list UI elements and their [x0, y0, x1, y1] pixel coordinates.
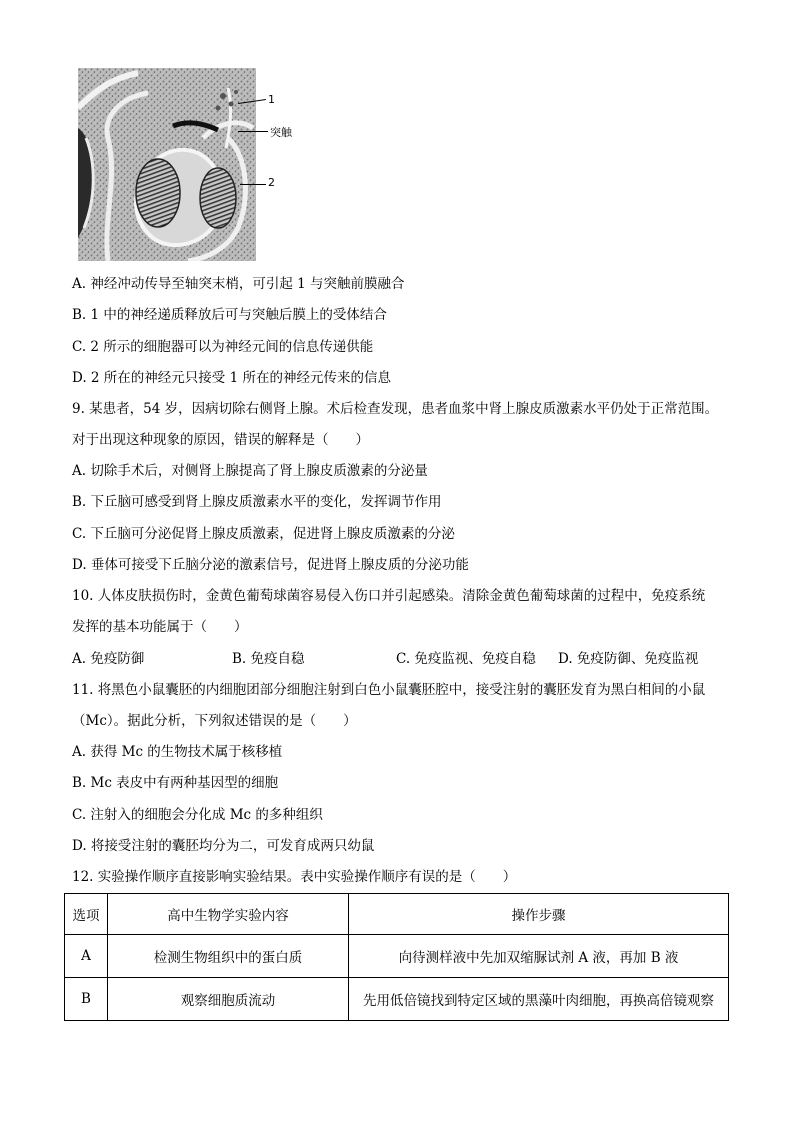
synapse-micrograph-icon [78, 68, 256, 261]
q10-option-c: C. 免疫监视、免疫自稳 [396, 651, 536, 667]
synapse-leader [238, 131, 268, 132]
q10-option-b: B. 免疫自稳 [232, 651, 305, 667]
q11-stem-line2: （Mc）。据此分析，下列叙述错误的是（ ） [72, 713, 357, 729]
experiment-steps-table [64, 893, 729, 1021]
figure-label-1: 1 [268, 93, 275, 106]
q9-stem-line1: 9. 某患者，54 岁，因病切除右侧肾上腺。术后检查发现，患者血浆中肾上腺皮质激素水平仍处于正常范围。 [72, 401, 719, 417]
q10-option-a: A. 免疫防御 [72, 651, 145, 667]
q9-option-a: A. 切除手术后，对侧肾上腺提高了肾上腺皮质激素的分泌量 [72, 463, 428, 479]
q8-option-d: D. 2 所在的神经元只接受 1 所在的神经元传来的信息 [72, 370, 391, 386]
q8-option-a: A. 神经冲动传导至轴突末梢，可引起 1 与突触前膜融合 [72, 276, 405, 292]
q11-stem-line1: 11. 将黑色小鼠囊胚的内细胞团部分细胞注射到白色小鼠囊胚腔中，接受注射的囊胚发育为黑白相间的小鼠 [72, 682, 706, 698]
q10-stem-line2: 发挥的基本功能属于（ ） [72, 619, 248, 635]
synapse-micrograph [78, 68, 256, 261]
q11-option-c: C. 注射入的细胞会分化成 Mc 的多种组织 [72, 807, 323, 823]
q11-option-b: B. Mc 表皮中有两种基因型的细胞 [72, 775, 279, 791]
table-cell-steps: 先用低倍镜找到特定区域的黑藻叶肉细胞，再换高倍镜观察 [349, 978, 729, 1021]
table-header-steps: 操作步骤 [349, 894, 729, 935]
q12-stem: 12. 实验操作顺序直接影响实验结果。表中实验操作顺序有误的是（ ） [72, 869, 517, 885]
q11-option-d: D. 将接受注射的囊胚均分为二，可发育成两只幼鼠 [72, 838, 375, 854]
q9-option-d: D. 垂体可接受下丘脑分泌的激素信号，促进肾上腺皮质的分泌功能 [72, 557, 469, 573]
table-cell-content: 检测生物组织中的蛋白质 [108, 935, 349, 978]
q8-option-c: C. 2 所示的细胞器可以为神经元间的信息传递供能 [72, 339, 374, 355]
q9-option-b: B. 下丘脑可感受到肾上腺皮质激素水平的变化，发挥调节作用 [72, 494, 442, 510]
q10-stem-line1: 10. 人体皮肤损伤时，金黄色葡萄球菌容易侵入伤口并引起感染。清除金黄色葡萄球菌的过程中，免疫系统 [72, 588, 706, 604]
table-row [65, 978, 729, 1021]
q10-option-d: D. 免疫防御、免疫监视 [558, 651, 699, 667]
label-2-leader [240, 184, 266, 185]
figure-label-synapse: 突触 [270, 126, 292, 139]
q9-stem-line2: 对于出现这种现象的原因，错误的解释是（ ） [72, 432, 369, 448]
table-cell-steps: 向待测样液中先加双缩脲试剂 A 液，再加 B 液 [349, 935, 729, 978]
table-row [65, 935, 729, 978]
table-cell-content: 观察细胞质流动 [108, 978, 349, 1021]
figure-label-2: 2 [268, 176, 275, 189]
table-cell-option: A [65, 935, 108, 978]
q9-option-c: C. 下丘脑可分泌促肾上腺皮质激素，促进肾上腺皮质激素的分泌 [72, 526, 455, 542]
q11-option-a: A. 获得 Mc 的生物技术属于核移植 [72, 744, 283, 760]
table-cell-option: B [65, 978, 108, 1021]
table-header-option: 选项 [65, 894, 108, 935]
q10-options-row [72, 649, 722, 669]
table-header-row [65, 894, 729, 935]
q8-option-b: B. 1 中的神经递质释放后可与突触后膜上的受体结合 [72, 307, 387, 323]
table-header-content: 高中生物学实验内容 [108, 894, 349, 935]
